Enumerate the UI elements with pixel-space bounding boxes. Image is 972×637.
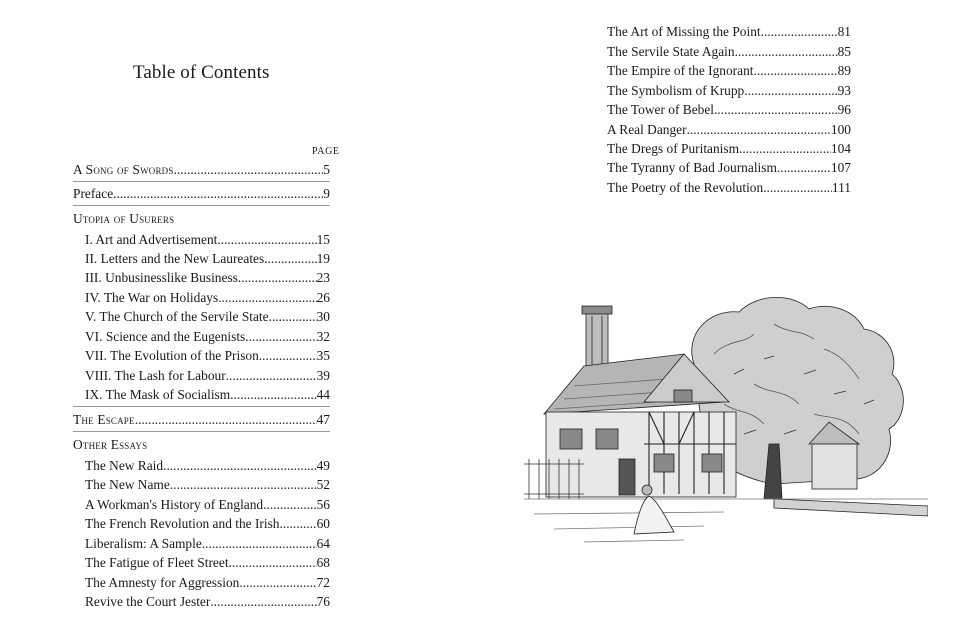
toc-entry[interactable] [85,230,330,249]
toc-entry[interactable] [85,346,330,365]
toc-entry[interactable] [85,249,330,268]
toc-entry[interactable] [85,288,330,307]
toc-entry-title: IX. The Mask of Socialism [85,387,231,402]
toc-entry-page: 96 [837,102,851,117]
toc-entry-title: Preface [73,186,114,201]
section-heading: Utopia of Usurers [73,211,175,226]
leader-dots [163,456,317,475]
toc-entry-title: II. Letters and the New Laureates [85,251,265,266]
toc-entry-title: The Empire of the Ignorant [607,63,754,78]
toc-entry-page: 52 [316,477,330,492]
leader-dots [218,288,316,307]
toc-entry-page: 93 [837,83,851,98]
toc-entry-page: 39 [316,368,330,383]
toc-entry-title: I. Art and Advertisement [85,232,218,247]
toc-entry-title: The Symbolism of Krupp [607,83,745,98]
door [619,459,635,495]
leader-dots [714,100,838,119]
toc-entry[interactable] [85,592,330,611]
toc-entry-page: 107 [830,160,851,175]
leader-dots [239,573,316,592]
leader-dots [135,410,317,429]
divider [73,431,330,432]
toc-entry-page: 60 [316,516,330,531]
toc-entry[interactable] [85,385,330,404]
leader-dots [245,327,316,346]
leader-dots [269,307,317,326]
section-heading: Other Essays [73,437,148,452]
toc-entry-title: A Workman's History of England [85,497,264,512]
toc-entry[interactable] [73,160,330,179]
toc-entry-page: 64 [316,536,330,551]
leader-dots [687,120,831,139]
toc-entry[interactable] [607,178,851,197]
toc-entry-page: 85 [837,44,851,59]
page-column-label: PAGE [312,146,340,157]
toc-entry[interactable] [607,100,851,119]
toc-entry[interactable] [85,268,330,287]
leader-dots [217,230,316,249]
toc-entry-title: V. The Church of the Servile State [85,309,269,324]
toc-entry-title: The New Raid [85,458,164,473]
toc-entry-title: Liberalism: A Sample [85,536,202,551]
leader-dots [202,534,317,553]
toc-entry-page: 32 [316,329,330,344]
leader-dots [754,61,838,80]
toc-entry-page: 15 [316,232,330,247]
toc-entry[interactable] [607,22,851,41]
page-title: Table of Contents [133,62,270,83]
leader-dots [777,158,831,177]
toc-entry-title: A Real Danger [607,122,687,137]
toc-entry[interactable] [85,534,330,553]
toc-entry-title: VIII. The Lash for Labour [85,368,226,383]
toc-entry[interactable] [607,61,851,80]
toc-entry[interactable] [85,366,330,385]
leader-dots [735,42,838,61]
toc-entry[interactable] [607,42,851,61]
garden-wall [774,499,928,516]
toc-entry-page: 76 [316,594,330,609]
leader-dots [113,184,323,203]
toc-entry-page: 81 [837,24,851,39]
toc-entry-title: The French Revolution and the Irish [85,516,280,531]
toc-entry-title: III. Unbusinesslike Business [85,270,238,285]
leader-dots [744,81,837,100]
toc-entry[interactable] [85,495,330,514]
leader-dots [739,139,831,158]
toc-entry-page: 5 [323,162,330,177]
small-cottage [812,444,857,489]
toc-entry-title: The Fatigue of Fleet Street [85,555,229,570]
toc-entry-title: VI. Science and the Eugenists [85,329,246,344]
leader-dots [174,160,324,179]
toc-entry[interactable] [85,553,330,572]
toc-entry-title: The Tower of Bebel [607,102,715,117]
leader-dots [263,495,316,514]
toc-entry-title: IV. The War on Holidays [85,290,219,305]
leader-dots [226,366,317,385]
leader-dots [210,592,316,611]
toc-entry-title: The Dregs of Puritanism [607,141,740,156]
toc-entry[interactable] [607,139,851,158]
toc-entry-title: The Art of Missing the Point [607,24,761,39]
leader-dots [238,268,317,287]
toc-entry-page: 104 [830,141,851,156]
toc-entry-page: 89 [837,63,851,78]
toc-entry-title: The Servile State Again [607,44,735,59]
leader-dots [280,514,317,533]
leader-dots [264,249,316,268]
leader-dots [763,178,832,197]
toc-entry-page: 49 [316,458,330,473]
toc-entry-page: 26 [316,290,330,305]
toc-entry[interactable] [607,158,851,177]
toc-entry[interactable] [85,514,330,533]
leader-dots [259,346,317,365]
divider [73,181,330,182]
toc-entry[interactable] [85,456,330,475]
toc-entry[interactable] [85,307,330,326]
toc-entry-page: 30 [316,309,330,324]
toc-entry-page: 19 [316,251,330,266]
toc-entry-page: 111 [831,180,851,195]
toc-entry[interactable] [607,120,851,139]
toc-entry-page: 56 [316,497,330,512]
toc-entry-page: 35 [316,348,330,363]
toc-entry[interactable] [85,573,330,592]
divider [73,205,330,206]
toc-entry-title: VII. The Evolution of the Prison [85,348,259,363]
toc-entry-page: 44 [316,387,330,402]
toc-entry[interactable] [73,410,330,429]
toc-entry-page: 9 [323,186,330,201]
toc-entry[interactable] [85,475,330,494]
toc-entry-title: The New Name [85,477,170,492]
toc-entry-page: 47 [316,412,330,427]
cottage-illustration [524,294,928,550]
toc-entry[interactable] [73,184,330,203]
leader-dots [230,385,316,404]
toc-entry-title: A Song of Swords [73,162,174,177]
toc-entry-page: 72 [316,575,330,590]
toc-entry-page: 100 [830,122,851,137]
divider [73,406,330,407]
toc-entry-title: Revive the Court Jester [85,594,211,609]
toc-entry-page: 23 [316,270,330,285]
toc-entry-title: The Escape [73,412,135,427]
toc-entry-title: The Amnesty for Aggression [85,575,240,590]
leader-dots [170,475,317,494]
toc-entry-title: The Poetry of the Revolution [607,180,764,195]
toc-entry-page: 68 [316,555,330,570]
toc-entry[interactable] [85,327,330,346]
toc-entry[interactable] [607,81,851,100]
toc-entry-title: The Tyranny of Bad Journalism [607,160,777,175]
leader-dots [761,22,838,41]
leader-dots [229,553,317,572]
